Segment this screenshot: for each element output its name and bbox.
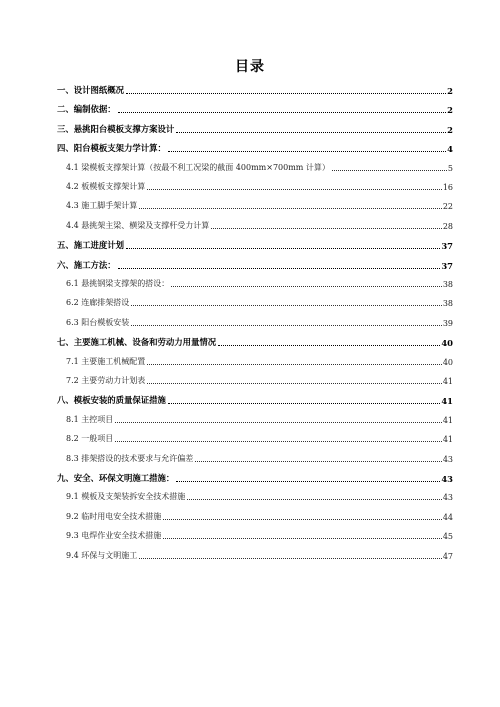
toc-page-number: 45 [442,532,453,542]
toc-subsection-entry[interactable] [66,356,453,367]
toc-entry-title: 四、阳台模板支架力学计算： [57,143,166,154]
toc-subsection-entry[interactable] [66,317,453,328]
toc-section-entry[interactable] [57,472,453,484]
toc-page-number: 39 [442,318,453,328]
toc-page-number: 44 [442,512,453,522]
toc-page-number: 37 [441,241,453,252]
toc-entry-title: 9.2 临时用电安全技术措施 [66,511,162,521]
toc-page-number: 38 [442,299,453,309]
toc-page-number: 5 [447,163,453,173]
toc-entry-title: 九、安全、环保文明施工措施： [57,473,175,483]
toc-section-entry[interactable] [57,394,453,406]
toc-page-number: 28 [442,221,453,231]
toc-page-number: 38 [442,280,453,289]
toc-dot-leader [168,403,440,404]
toc-dot-leader [332,170,447,171]
toc-page-number: 41 [441,396,453,407]
toc-entry-title: 4.4 悬挑架主梁、横梁及支撑杆受力计算 [66,220,210,230]
toc-dot-leader [163,519,442,520]
toc-entry-title: 八、模板安装的质量保证措施 [57,395,166,406]
toc-dot-leader [115,422,442,423]
page-title: 目录 [235,59,265,75]
toc-page-number: 40 [441,338,453,349]
toc-entry-title: 9.1 模板及支架装拆安全技术措施 [66,492,186,502]
toc-page-number: 40 [442,357,453,367]
toc-page-number: 16 [442,183,453,192]
toc-section-entry[interactable] [57,84,453,96]
toc-entry-title: 6.3 阳台模板安装 [66,317,130,327]
toc-page-number: 2 [447,105,453,116]
toc-entry-title: 7.2 主要劳动力计划表 [66,376,146,385]
toc-subsection-entry[interactable] [66,453,453,464]
toc-section-entry[interactable] [57,103,453,115]
toc-subsection-entry[interactable] [66,278,453,289]
toc-subsection-entry[interactable] [66,297,453,308]
toc-dot-leader [168,151,446,152]
toc-subsection-entry[interactable] [66,375,453,386]
toc-page-number: 4 [447,144,453,155]
toc-entry-title: 9.4 环保与文明施工 [66,550,138,560]
toc-dot-leader [218,345,440,346]
toc-page-number: 37 [441,260,453,271]
toc-entry-title: 7.1 主要施工机械配置 [66,356,146,366]
toc-page-number: 41 [442,435,453,445]
toc-dot-leader [147,383,442,384]
toc-entry-title: 4.2 板模板支撑架计算 [66,182,146,191]
toc-dot-leader [115,441,442,442]
toc-page-number: 2 [447,86,453,96]
toc-entry-title: 七、主要施工机械、设备和劳动力用量情况 [57,337,217,348]
toc-entry-title: 8.1 主控项目 [66,414,114,424]
toc-page-number: 47 [442,551,453,561]
toc-dot-leader [131,325,442,326]
toc-entry-title: 一、设计图纸概况 [57,85,124,95]
toc-subsection-entry[interactable] [66,511,453,522]
toc-subsection-entry[interactable] [66,491,453,502]
toc-dot-leader [211,228,442,229]
toc-subsection-entry[interactable] [66,414,453,425]
toc-page-number: 22 [442,202,453,212]
toc-dot-leader [171,286,442,287]
toc-entry-title: 五、施工进度计划 [57,240,124,251]
toc-subsection-entry[interactable] [66,200,453,211]
toc-page-number: 43 [441,474,453,484]
toc-dot-leader [176,481,440,482]
toc-subsection-entry[interactable] [66,530,453,541]
toc-entry-title: 6.1 悬挑钢梁支撑架的搭设： [66,279,170,288]
toc-dot-leader [176,132,446,133]
toc-section-entry[interactable] [57,259,453,271]
toc-entry-title: 9.3 电焊作业安全技术措施 [66,531,162,541]
toc-dot-leader [163,538,442,539]
toc-page-number: 2 [447,124,453,135]
toc-subsection-entry[interactable] [66,550,453,561]
toc-entry-title: 8.3 排架搭设的技术要求与允许偏差 [66,453,194,463]
toc-page-number: 43 [442,493,453,503]
toc-dot-leader [139,558,442,559]
toc-entry-title: 6.2 连廊排架搭设 [66,298,130,308]
toc-section-entry[interactable] [57,239,453,251]
toc-dot-leader [126,93,446,94]
toc-section-entry[interactable] [57,336,453,348]
toc-dot-leader [187,499,442,500]
toc-dot-leader [139,208,442,209]
toc-subsection-entry[interactable] [66,433,453,444]
toc-section-entry[interactable] [57,142,453,154]
toc-dot-leader [118,268,441,269]
toc-page-number: 41 [442,377,453,386]
toc-subsection-entry[interactable] [66,162,453,173]
toc-page-number: 41 [442,415,453,425]
toc-dot-leader [195,461,442,462]
toc-section-entry[interactable] [57,123,453,135]
toc-dot-leader [147,364,442,365]
toc-dot-leader [147,189,442,190]
toc-entry-title: 4.1 梁模板支撑架计算（按最不利工况梁的截面 400mm×700mm 计算） [66,162,330,172]
toc-entry-title: 4.3 施工脚手架计算 [66,201,138,211]
toc-entry-title: 二、编制依据： [57,104,116,115]
toc-page-number: 43 [442,454,453,464]
toc-entry-title: 三、悬挑阳台模板支撑方案设计 [57,123,175,134]
toc-subsection-entry[interactable] [66,181,453,192]
toc-dot-leader [118,112,447,113]
toc-subsection-entry[interactable] [66,220,453,231]
toc-dot-leader [126,248,440,249]
toc-entry-title: 六、施工方法： [57,259,116,270]
toc-entry-title: 8.2 一般项目 [66,434,114,444]
toc-dot-leader [131,305,442,306]
